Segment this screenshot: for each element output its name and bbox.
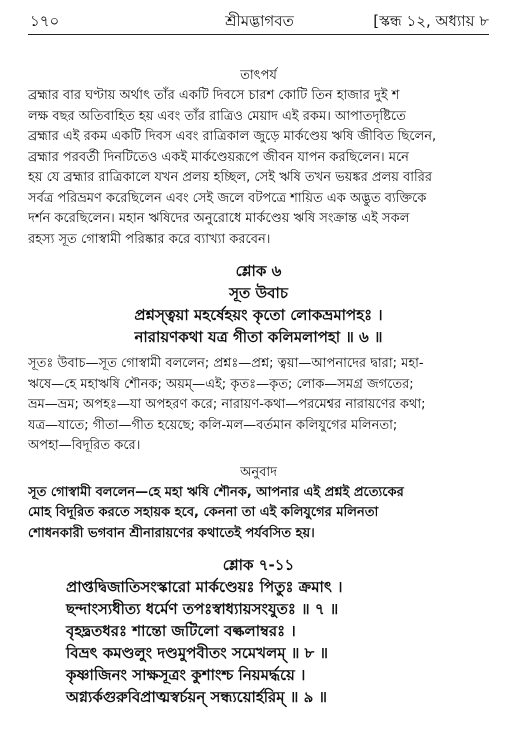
verse-7-11-line: বৃহদ্ব্রতধরঃ শান্তো জটিলো বল্কলাম্বরঃ । [66, 622, 296, 640]
purport-line: লক্ষ বছর অতিবাহিত হয় এবং তাঁর রাত্রিও মেয়াদ এই রকম। আপাতদৃষ্টিতে [28, 108, 406, 124]
synonym-line: ঋষে—হে মহাঋষি শৌনক; অয়ম্—এই; কৃতঃ—কৃত; লোক—সমগ্র জগতের; [28, 376, 414, 392]
translation-heading: অনুবাদ [240, 464, 277, 480]
purport-line: দর্শন করেছিলেন। মহান ঋষিদের অনুরোধে মার্কণ্ডেয় ঋষি সংক্রান্ত এই সকল [28, 211, 410, 226]
verse-7-11-line: ছন্দাংস্যধীত্য ধর্মেণ তপঃস্বাধ্যায়সংযুতঃ ॥ ৭ ॥ [66, 600, 339, 618]
book-title: শ্রীমদ্ভাগবত [225, 12, 294, 30]
verse-6-line: প্রশ্নস্ত্বয়া মহর্ষেহয়ং কৃতো লোকভ্রমাপহঃ । [134, 306, 383, 324]
synonym-line: অপহা—বিদূরিত করে। [28, 438, 141, 453]
verse-7-11-line: বিভ্রৎ কমণ্ডলুং দণ্ডমুপবীতং সমেখলম্ ॥ ৮ ॥ [66, 644, 328, 662]
translation-line: সূত গোস্বামী বললেন—হে মহা ঋষি শৌনক, আপনার এই প্রশ্নই প্রত্যেকের [28, 484, 404, 500]
purport-line: ব্রহ্মার এই রকম একটি দিবস এবং রাত্রিকাল জুড়ে মার্কণ্ডেয় ঋষি জীবিত ছিলেন, [28, 129, 437, 144]
synonym-line: যত্র—যাতে; গীতা—গীত হয়েছে; কলি-মল—বর্তমান কলিযুগের মলিনতা; [28, 417, 398, 433]
translation-body [28, 483, 489, 545]
verse-7-11-number: শ্লোক ৭-১১ [222, 556, 295, 574]
verse-6-number: শ্লোক ৬ [235, 262, 282, 280]
page-header [30, 10, 489, 32]
translation-line: মোহ বিদূরিত করতে সহায়ক হবে, কেননা তা এই কলিযুগের মলিনতা [28, 505, 379, 520]
purport-line: ব্রহ্মার পরবর্তী দিনটিতেও একই মার্কণ্ডেয়রূপে জীবন যাপন করছিলেন। মনে [28, 149, 409, 165]
purport-line: হয় যে ব্রহ্মার রাত্রিকালে যখন প্রলয় হচ্ছিল, সেই ঋষি তখন ভয়ঙ্কর প্রলয় বারির [28, 170, 433, 185]
verse-7-11-line: অগ্ন্যর্কগুরুবিপ্রাত্মস্বর্চয়ন্ সন্ধ্যয়োর্হরিম্ ॥ ৯ ॥ [66, 688, 328, 706]
purport-body [28, 86, 489, 250]
purport-line: রহস্য সূত গোস্বামী পরিষ্কার করে ব্যাখ্যা করবেন। [28, 231, 271, 247]
page-number: ১৭০ [30, 12, 60, 30]
synonyms [28, 354, 489, 457]
verse-6-line: নারায়ণকথা যত্র গীতা কলিমলাপহা ॥ ৬ ॥ [134, 328, 383, 346]
purport-heading: তাৎপর্য [240, 68, 277, 83]
synonym-line: ভ্রম—ভ্রম; অপহঃ—যা অপহরণ করে; নারায়ণ-কথা—পরমেশ্বর নারায়ণের কথা; [28, 397, 426, 412]
header-rule [28, 34, 489, 35]
verse-7-11-line: প্রাপ্তদ্বিজাতিসংস্কারো মার্কণ্ডেয়ঃ পিতুঃ ক্রমাৎ । [66, 578, 343, 596]
synonym-line: সূতঃ উবাচ—সূত গোস্বামী বললেন; প্রশ্নঃ—প্রশ্ন; ত্বয়া—আপনাদের দ্বারা; মহা- [28, 356, 424, 371]
chapter-reference: [স্কন্ধ ১২, অধ্যায় ৮ [373, 12, 489, 30]
page-content [28, 66, 489, 708]
verse-7-11-line: কৃষ্ণাজিনং সাক্ষসূত্রং কুশাংশ্চ নিয়মর্দ্ধয়ে । [66, 666, 306, 684]
verse-6-speaker: সূত উবাচ [229, 284, 288, 302]
translation-line: শোধনকারী ভগবান শ্রীনারায়ণের কথাতেই পর্যবসিত হয়। [28, 525, 315, 541]
purport-line: ব্রহ্মার বার ঘণ্টায় অর্থাৎ তাঁর একটি দিবসে চারশ কোটি তিন হাজার দুই শ [28, 88, 400, 103]
purport-line: সর্বত্র পরিভ্রমণ করেছিলেন এবং সেই জলে বটপত্রে শায়িত এক অদ্ভুত ব্যক্তিকে [28, 190, 427, 206]
